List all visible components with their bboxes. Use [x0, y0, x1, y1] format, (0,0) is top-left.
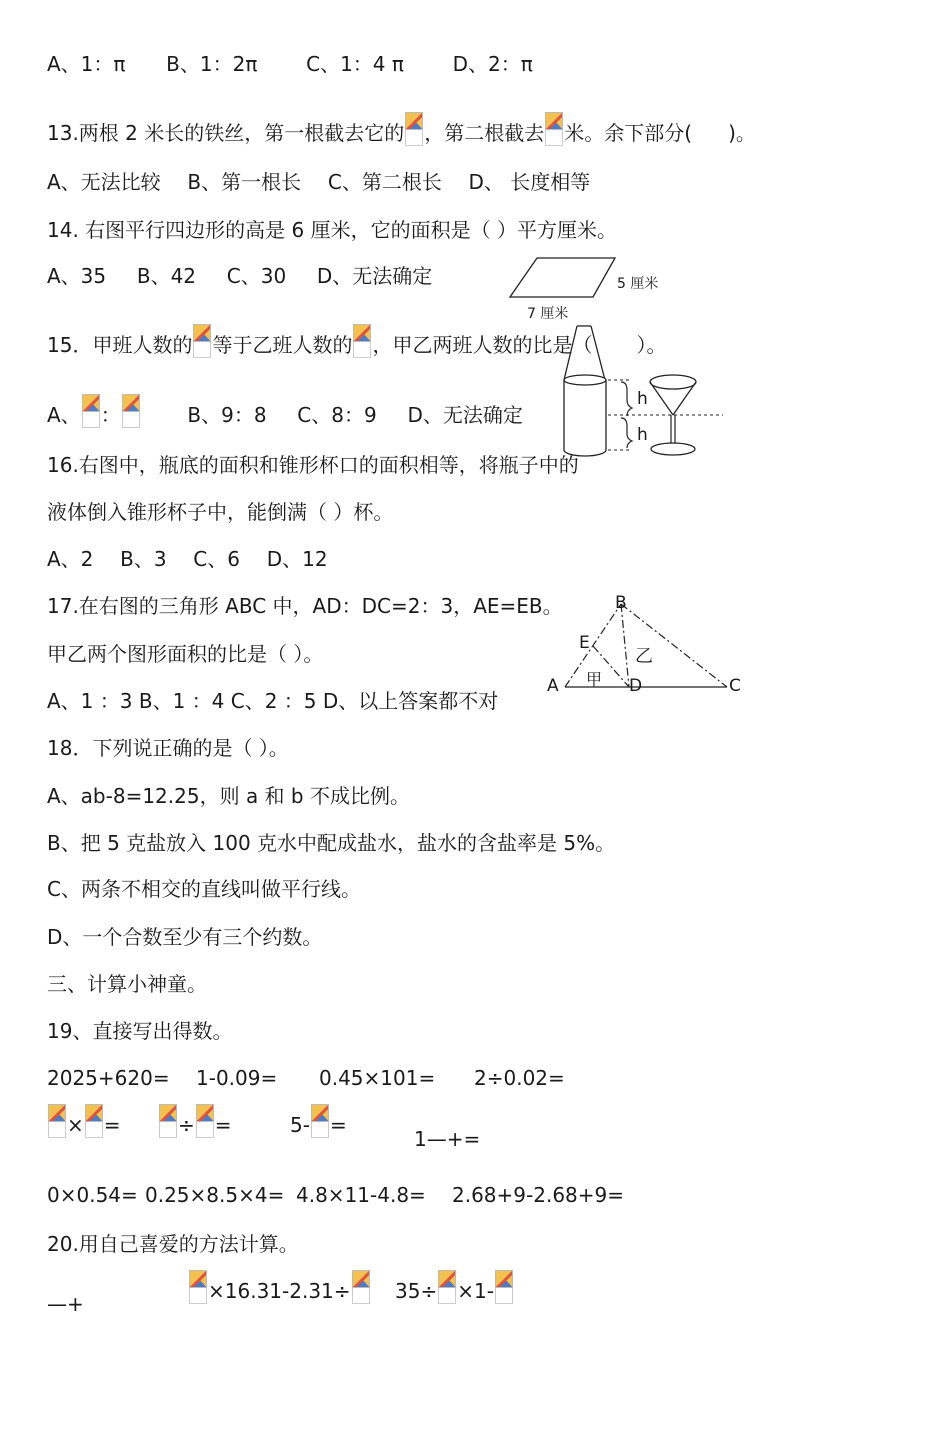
broken-image-icon — [159, 1104, 177, 1122]
q16-options — [47, 545, 328, 573]
q15-option-b: B、9：8 — [187, 403, 267, 427]
region-yi-label: 乙 — [635, 646, 653, 667]
q13-option-a: A、无法比较 — [47, 170, 161, 194]
q18-option-c: C、两条不相交的直线叫做平行线。 — [47, 877, 361, 901]
calc-3-2: 0.25×8.5×4= — [145, 1183, 285, 1207]
q16-option-d: D、12 — [266, 547, 328, 571]
q16-option-b: B、3 — [120, 547, 167, 571]
question-13 — [47, 112, 756, 147]
q15-options — [47, 394, 523, 429]
q18-option-d: D、一个合数至少有三个约数。 — [47, 925, 323, 949]
q13-options — [47, 168, 590, 196]
q13-text-3: 米。余下部分( — [564, 121, 693, 145]
q16-option-a: A、2 — [47, 547, 94, 571]
question-18: 18．下列说正确的是（ ）。 — [47, 736, 289, 760]
broken-image-icon — [311, 1104, 329, 1122]
calc-1-1: 2025+620= — [47, 1066, 170, 1090]
calc-2-2: ÷ = — [158, 1104, 232, 1142]
calc-1-3: 0.45×101= — [319, 1066, 436, 1090]
triangle-drawing — [545, 590, 745, 695]
q14-options — [47, 262, 432, 290]
vertex-b-label: B — [615, 593, 627, 613]
vertex-c-label: C — [729, 676, 741, 696]
question-19: 19、直接写出得数。 — [47, 1019, 233, 1043]
q12-option-a: A、1：π — [47, 52, 126, 76]
calc-20-3: 35÷ ×1- — [395, 1270, 514, 1308]
calc-1-2: 1-0.09= — [196, 1066, 278, 1090]
broken-image-icon — [438, 1270, 456, 1288]
question-17-line-2: 甲乙两个图形面积的比是（ ）。 — [47, 642, 324, 666]
broken-image-icon — [545, 112, 563, 130]
triangle-figure — [545, 590, 745, 695]
question-17-line-1: 17.在右图的三角形 ABC 中，AD：DC=2：3，AE=EB。 — [47, 594, 563, 618]
fraction-image-placeholder — [196, 1104, 214, 1138]
q13-option-c: C、第二根长 — [327, 170, 442, 194]
q13-text-4: )。 — [728, 121, 756, 145]
calc-2-4: 1—+= — [414, 1127, 481, 1151]
fraction-image-placeholder — [352, 1270, 370, 1304]
broken-image-icon — [48, 1104, 66, 1122]
point-e-label: E — [579, 633, 590, 653]
calc-2-1: × = — [47, 1104, 121, 1142]
q15-option-c: C、8：9 — [297, 403, 377, 427]
bottle-cone-figure — [555, 322, 730, 462]
fraction-image-placeholder — [353, 324, 371, 358]
q14-option-c: C、30 — [226, 264, 287, 288]
parallelogram-base-label: 7 厘米 — [527, 306, 569, 322]
q12-option-c: C、1：4 π — [306, 52, 404, 76]
q14-option-d: D、无法确定 — [316, 264, 433, 288]
q15-text-3: ，甲乙两班人数的比是（ — [372, 333, 593, 357]
q12-option-b: B、1：2π — [166, 52, 258, 76]
broken-image-icon — [495, 1270, 513, 1288]
section-3-heading: 三、计算小神童。 — [47, 972, 207, 996]
fraction-image-placeholder — [159, 1104, 177, 1138]
q15-option-a-colon: ： — [100, 403, 121, 427]
vertex-a-label: A — [547, 676, 559, 696]
calc-3-4: 2.68+9-2.68+9= — [452, 1183, 625, 1207]
fraction-image-placeholder — [545, 112, 563, 146]
q16-option-c: C、6 — [193, 547, 240, 571]
broken-image-icon — [122, 394, 140, 412]
broken-image-icon — [353, 324, 371, 342]
q12-option-d: D、2：π — [452, 52, 533, 76]
parallelogram-figure — [505, 255, 665, 325]
q12-options — [47, 50, 533, 78]
broken-image-icon — [193, 324, 211, 342]
calc-20-2: ×16.31-2.31÷ — [188, 1270, 371, 1308]
q15-text-4: ）。 — [636, 333, 667, 357]
fraction-image-placeholder — [85, 1104, 103, 1138]
q14-option-a: A、35 — [47, 264, 107, 288]
fraction-image-placeholder — [193, 324, 211, 358]
fraction-image-placeholder — [311, 1104, 329, 1138]
broken-image-icon — [85, 1104, 103, 1122]
q13-text-1: 13.两根 2 米长的铁丝，第一根截去它的 — [47, 121, 405, 145]
parallelogram-side-label: 5 厘米 — [617, 276, 659, 292]
calc-2-3: 5- = — [290, 1104, 347, 1142]
calc-1-4: 2÷0.02= — [474, 1066, 565, 1090]
fraction-image-placeholder — [48, 1104, 66, 1138]
q13-text-2: ，第二根截去 — [424, 121, 545, 145]
broken-image-icon — [352, 1270, 370, 1288]
q14-option-b: B、42 — [136, 264, 197, 288]
q13-option-b: B、第一根长 — [187, 170, 302, 194]
q18-option-b: B、把 5 克盐放入 100 克水中配成盐水，盐水的含盐率是 5%。 — [47, 831, 616, 855]
question-16-line-2: 液体倒入锥形杯子中，能倒满（ ）杯。 — [47, 500, 394, 524]
calc-20-1: —+ — [47, 1292, 84, 1316]
calc-3-1: 0×0.54= — [47, 1183, 138, 1207]
point-d-label: D — [629, 676, 643, 696]
region-jia-label: 甲 — [586, 670, 603, 689]
fraction-image-placeholder — [405, 112, 423, 146]
fraction-image-placeholder — [438, 1270, 456, 1304]
fraction-image-placeholder — [82, 394, 100, 428]
fraction-image-placeholder — [122, 394, 140, 428]
q15-option-a-prefix: A、 — [47, 403, 81, 427]
calc-3-3: 4.8×11-4.8= — [296, 1183, 426, 1207]
height-label-upper: h — [637, 389, 648, 409]
broken-image-icon — [189, 1270, 207, 1288]
q17-options: A、1 ：3 B、1 ：4 C、2 ：5 D、以上答案都不对 — [47, 689, 499, 713]
question-16-line-1: 16.右图中，瓶底的面积和锥形杯口的面积相等，将瓶子中的 — [47, 453, 579, 477]
broken-image-icon — [196, 1104, 214, 1122]
broken-image-icon — [82, 394, 100, 412]
q13-option-d: D、 长度相等 — [468, 170, 591, 194]
broken-image-icon — [405, 112, 423, 130]
q18-option-a: A、ab-8=12.25，则 a 和 b 不成比例。 — [47, 784, 410, 808]
question-14: 14. 右图平行四边形的高是 6 厘米，它的面积是（ ）平方厘米。 — [47, 218, 617, 242]
q15-option-d: D、无法确定 — [407, 403, 523, 427]
q15-text-2: 等于乙班人数的 — [212, 333, 353, 357]
fraction-image-placeholder — [189, 1270, 207, 1304]
q15-text-1: 15．甲班人数的 — [47, 333, 193, 357]
height-label-lower: h — [637, 425, 648, 445]
fraction-image-placeholder — [495, 1270, 513, 1304]
question-20: 20.用自己喜爱的方法计算。 — [47, 1232, 299, 1256]
